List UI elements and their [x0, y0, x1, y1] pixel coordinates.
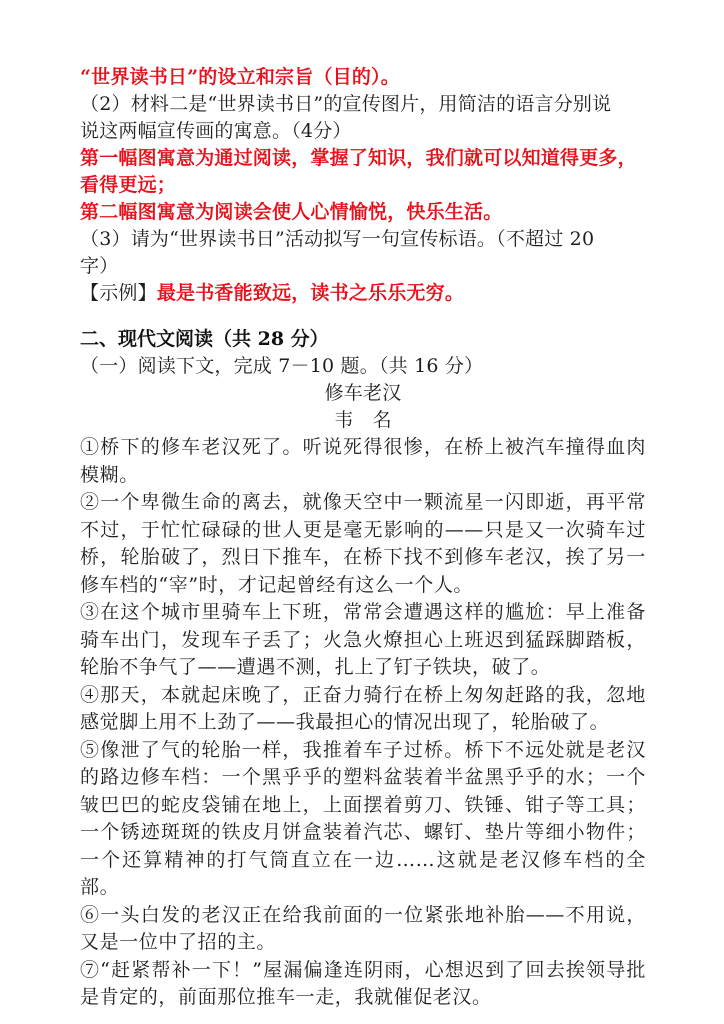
paragraph-4: ④那天，本就起床晚了，正奋力骑行在桥上匆匆赶路的我，忽地感觉脚上用不上劲了——我最担心的情况出现了，轮胎破了。: [80, 683, 646, 733]
q3-example-answer: 最是书香能致远，读书之乐乐无穷。: [156, 282, 465, 304]
document-page: [80, 64, 646, 1012]
q1-answer-tail: “世界读书日”的设立和宗旨（目的）。: [80, 66, 400, 88]
paragraph-1: ①桥下的修车老汉死了。听说死得很惨，在桥上被汽车撞得血肉模糊。: [80, 436, 646, 486]
section-gap: [80, 307, 646, 325]
q3-example: [80, 280, 646, 307]
q3-prompt-line2: 字）: [80, 255, 119, 277]
q2-prompt-line2: 说这两幅宣传画的寓意。（4分）: [80, 120, 352, 142]
paragraph-6: ⑥一头白发的老汉正在给我前面的一位紧张地补胎——不用说，又是一位中了招的主。: [80, 903, 646, 953]
paragraph-5: ⑤像泄了气的轮胎一样，我推着车子过桥。桥下不远处就是老汉的路边修车档：一个黑乎乎的塑料盆装着半盆黑乎乎的水；一个皱巴巴的蛇皮袋铺在地上，上面摆着剪刀、铁锤、钳子等工具；一个锈迹斑斑的铁皮月饼盒装着汽芯、螺钉、垫片等细小物件；一个还算精神的打气筒直立在一边……这就是老汉修车档的全部。: [80, 738, 646, 898]
paragraph-3: ③在这个城市里骑车上下班，常常会遭遇这样的尴尬：早上准备骑车出门，发现车子丢了；火急火燎担心上班迟到猛踩脚踏板，轮胎不争气了——遭遇不测，扎上了钉子铁块，破了。: [80, 601, 646, 678]
q2-answer1-line2: 看得更远；: [80, 174, 177, 196]
q2-prompt-line1: （2）材料二是“世界读书日”的宣传图片，用简洁的语言分别说: [80, 93, 612, 115]
paragraph-2: ②一个卑微生命的离去，就像天空中一颗流星一闪即逝，再平常不过，于忙忙碌碌的世人更是毫无影响的——只是又一次骑车过桥，轮胎破了，烈日下推车，在桥下找不到修车老汉，挨了另一修车档的“宰”时，才记起曾经有这么一个人。: [80, 491, 646, 596]
section-title: 二、现代文阅读（共 28 分）: [80, 328, 329, 350]
q3-prompt-line1: （3）请为“世界读书日”活动拟写一句宣传标语。（不超过 20: [80, 228, 595, 250]
paragraph-7: ⑦“赶紧帮补一下！”屋漏偏逢连阴雨，心想迟到了回去挨领导批是肯定的，前面那位推车一走，我就催促老汉。: [80, 958, 646, 1008]
article-title: 修车老汉: [324, 382, 402, 404]
q2-answer2: 第二幅图寓意为阅读会使人心情愉悦，快乐生活。: [80, 201, 503, 223]
subsection-instruction: （一）阅读下文，完成 7－10 题。（共 16 分）: [80, 355, 484, 377]
article-author: 韦 名: [334, 409, 392, 431]
q3-example-label: 【示例】: [80, 282, 157, 304]
q2-answer1-line1: 第一幅图寓意为通过阅读，掌握了知识，我们就可以知道得更多，: [80, 147, 637, 169]
